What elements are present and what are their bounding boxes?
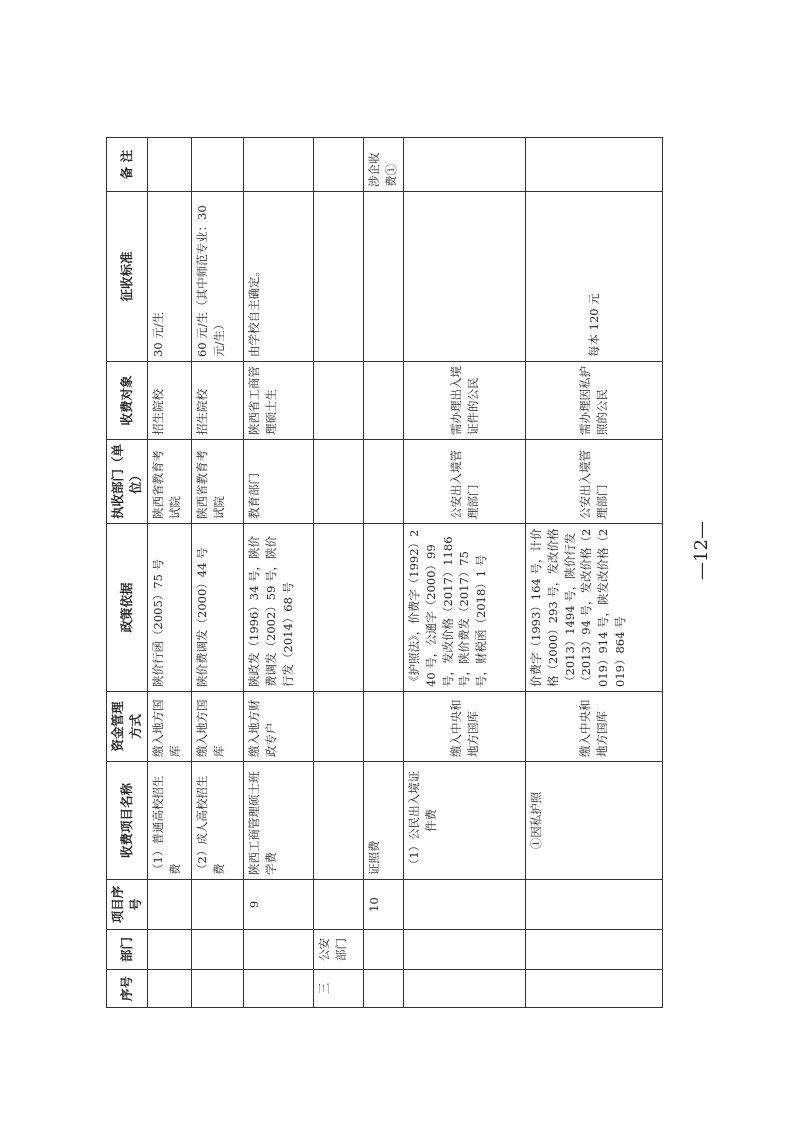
cell-dept <box>364 930 404 970</box>
cell-name: 证照费 <box>364 762 404 880</box>
cell-agency: 陕西省教育考试院 <box>148 440 192 524</box>
cell-fund-mgmt: 缴入地方财政专户 <box>244 692 314 762</box>
page-number: —12— <box>690 521 712 580</box>
cell-standard: 由学校自主确定。 <box>244 192 314 362</box>
cell-seq <box>192 970 244 1008</box>
header-item-seq: 项目序号 <box>107 880 148 930</box>
cell-name <box>314 762 364 880</box>
cell-standard: 60 元/生（其中师范专业：30 元/生） <box>192 192 244 362</box>
cell-policy: 《护照法》，价费字（1992）240 号，公通字（2000）99 号，发改价格（2017）1186 号，陕价费发（2017）75 号，财税函（2018）1 号 <box>404 524 526 692</box>
cell-name: （1）公民出入境证件费 <box>404 762 526 880</box>
cell-name: （1）普通高校招生费 <box>148 762 192 880</box>
table-row <box>314 138 364 1008</box>
fee-table <box>106 137 663 1008</box>
header-remarks: 备 注 <box>107 138 148 192</box>
cell-policy: 陕价行函（2005）75 号 <box>148 524 192 692</box>
cell-policy: 价费字（1993）164 号，计价格（2000）293 号，发改价格（2013）1494 号，陕价行发（2013）94 号，发改价格（2019）914 号，陕发改价格（2019）864 号 <box>526 524 663 692</box>
table-row <box>364 138 404 1008</box>
cell-name: ①因私护照 <box>526 762 663 880</box>
header-fund-mgmt: 资金管理方式 <box>107 692 148 762</box>
rotated-page-content <box>106 138 663 1008</box>
cell-name: 陕西工商管理硕士班学费 <box>244 762 314 880</box>
cell-target: 招生院校 <box>192 362 244 440</box>
table-row <box>148 138 192 1008</box>
table-row <box>244 138 314 1008</box>
cell-seq <box>148 970 192 1008</box>
cell-name: （2）成人高校招生费 <box>192 762 244 880</box>
cell-item-seq <box>192 880 244 930</box>
cell-fund-mgmt: 缴入中央和地方国库 <box>526 692 663 762</box>
cell-target: 陕西省工商管理硕士生 <box>244 362 314 440</box>
cell-fund-mgmt <box>314 692 364 762</box>
cell-agency <box>314 440 364 524</box>
cell-target: 招生院校 <box>148 362 192 440</box>
cell-remarks <box>244 138 314 192</box>
cell-policy: 陕价费调发（2000）44 号 <box>192 524 244 692</box>
cell-item-seq: 10 <box>364 880 404 930</box>
cell-remarks: 涉企收费① <box>364 138 404 192</box>
cell-standard: 每本 120 元 <box>526 192 663 362</box>
cell-fund-mgmt <box>364 692 404 762</box>
cell-agency: 公安出入境管理部门 <box>404 440 526 524</box>
cell-seq <box>526 970 663 1008</box>
cell-target: 需办理因私护照的公民 <box>526 362 663 440</box>
cell-item-seq: 9 <box>244 880 314 930</box>
cell-policy <box>314 524 364 692</box>
cell-target: 需办理出入境证件的公民 <box>404 362 526 440</box>
cell-agency: 陕西省教育考试院 <box>192 440 244 524</box>
cell-seq <box>404 970 526 1008</box>
cell-seq <box>244 970 314 1008</box>
header-target: 收费对象 <box>107 362 148 440</box>
cell-remarks <box>314 138 364 192</box>
table-header-row <box>107 138 148 1008</box>
header-policy: 政策依据 <box>107 524 148 692</box>
table-row <box>526 138 663 1008</box>
cell-standard: 30 元/生 <box>148 192 192 362</box>
cell-agency: 教育部门 <box>244 440 314 524</box>
header-name: 收费项目名称 <box>107 762 148 880</box>
cell-policy: 陕政发（1996）34 号，陕价费调发（2002）59 号，陕价行发（2014）68 号 <box>244 524 314 692</box>
cell-remarks <box>192 138 244 192</box>
cell-dept <box>244 930 314 970</box>
cell-item-seq <box>404 880 526 930</box>
cell-item-seq <box>314 880 364 930</box>
header-standard: 征收标准 <box>107 192 148 362</box>
cell-dept <box>526 930 663 970</box>
cell-fund-mgmt: 缴入地方国库 <box>192 692 244 762</box>
cell-seq <box>364 970 404 1008</box>
cell-standard <box>364 192 404 362</box>
cell-remarks <box>148 138 192 192</box>
cell-fund-mgmt: 缴入中央和地方国库 <box>404 692 526 762</box>
cell-standard <box>314 192 364 362</box>
cell-seq: 三 <box>314 970 364 1008</box>
cell-agency: 公安出入境管理部门 <box>526 440 663 524</box>
cell-dept: 公安部门 <box>314 930 364 970</box>
cell-standard <box>404 192 526 362</box>
cell-policy <box>364 524 404 692</box>
table-row <box>404 138 526 1008</box>
cell-item-seq <box>526 880 663 930</box>
cell-target <box>364 362 404 440</box>
cell-dept <box>148 930 192 970</box>
table-row <box>192 138 244 1008</box>
cell-remarks <box>526 138 663 192</box>
header-dept: 部门 <box>107 930 148 970</box>
cell-target <box>314 362 364 440</box>
cell-agency <box>364 440 404 524</box>
header-agency: 执收部门（单位） <box>107 440 148 524</box>
cell-fund-mgmt: 缴入地方国库 <box>148 692 192 762</box>
cell-remarks <box>404 138 526 192</box>
cell-dept <box>404 930 526 970</box>
header-seq: 序号 <box>107 970 148 1008</box>
cell-item-seq <box>148 880 192 930</box>
cell-dept <box>192 930 244 970</box>
